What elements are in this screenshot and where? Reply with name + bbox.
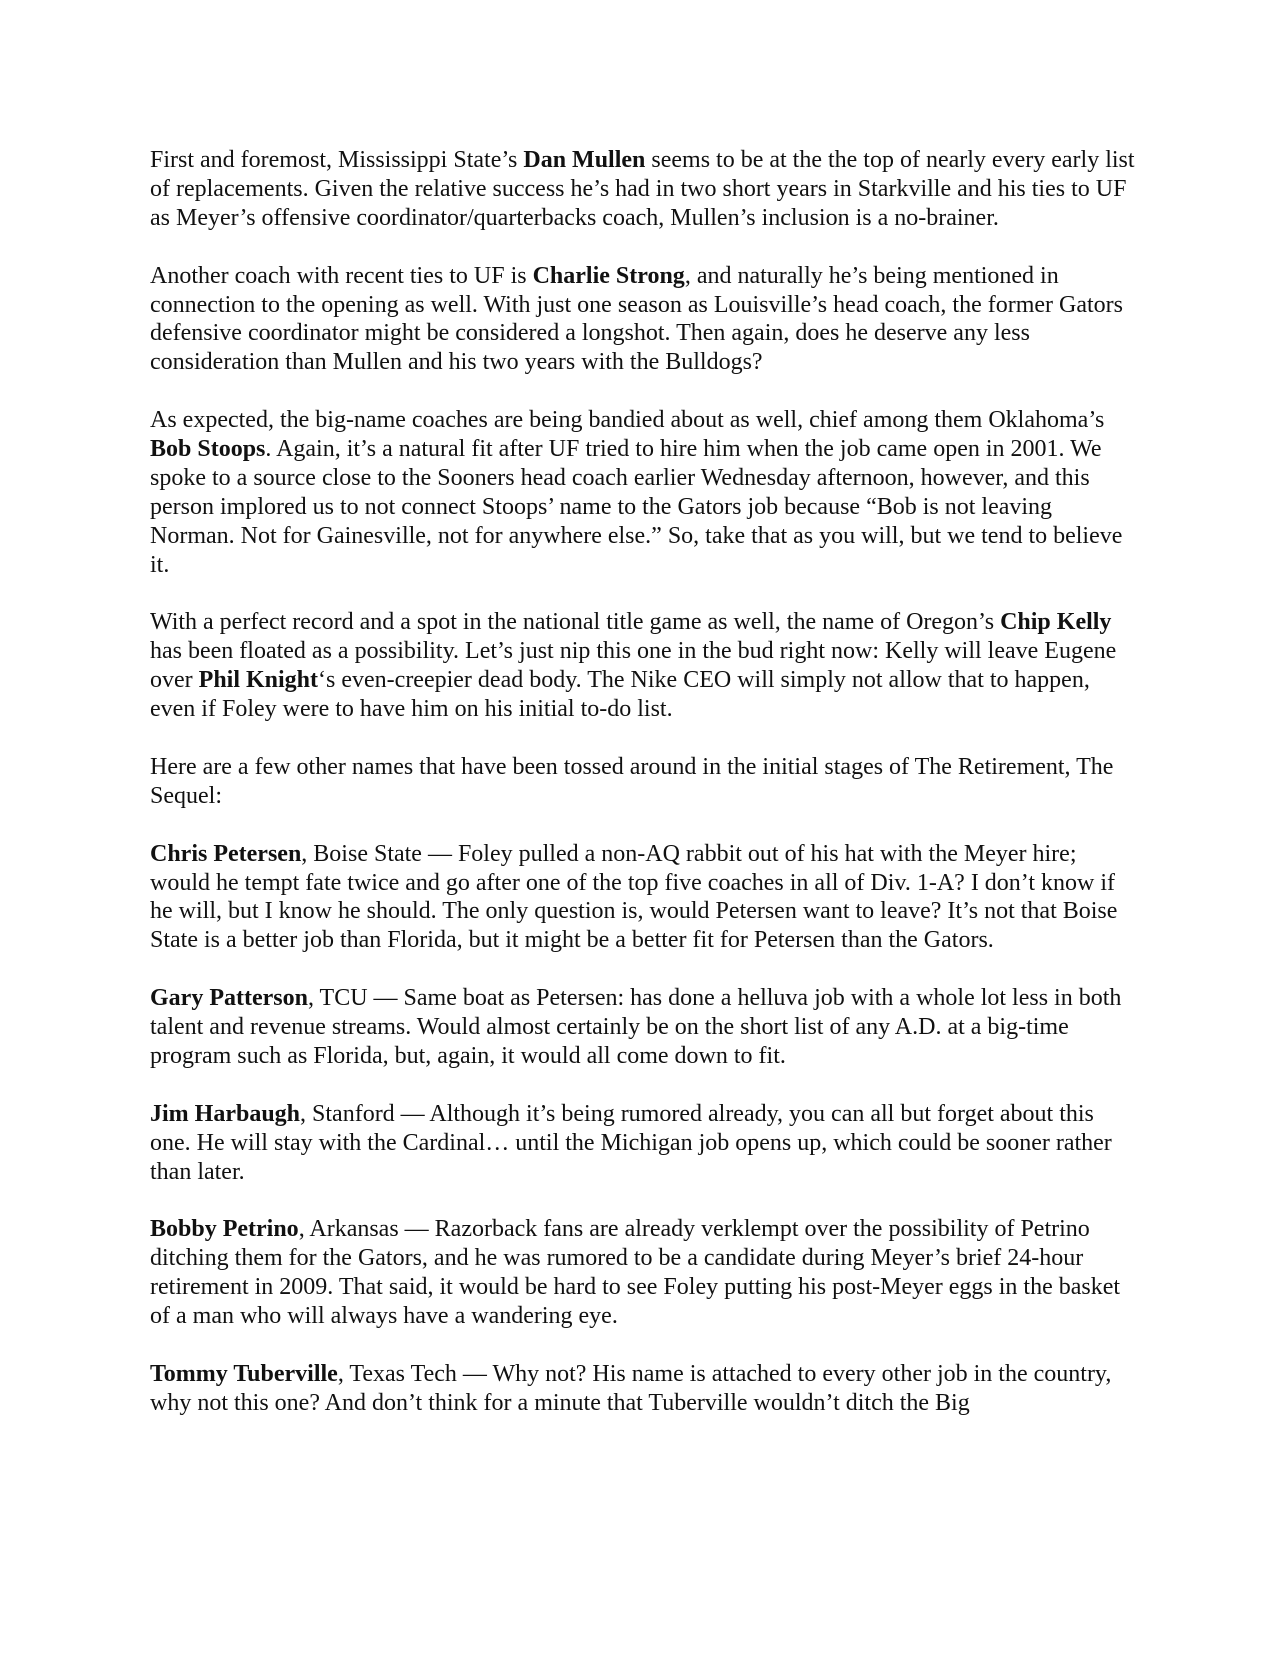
text-run: Here are a few other names that have been tossed around in the initial stages of The Retirement, The Sequel: bbox=[150, 753, 1114, 809]
bold-name: Gary Patterson bbox=[150, 985, 308, 1012]
text-run: . Again, it’s a natural fit after UF tried to hire him when the job came open in 2001. We spoke to a source close to the Sooners head coach earlier Wednesday afternoon, however, and this person implored us to not connect Stoops’ name to the Gators job because “Bob is not leaving Norman. Not for Gainesville, not for anywhere else.” So, take that as you will, but we tend to believe it. bbox=[150, 436, 1123, 578]
text-run: ‘s even-creepier dead body. The Nike CEO will simply not allow that to happen, even if Foley were to have him on his initial to-do list. bbox=[150, 667, 1090, 723]
paragraph bbox=[150, 753, 1140, 811]
text-run: Another coach with recent ties to UF is bbox=[150, 262, 533, 289]
bold-name: Chris Petersen bbox=[150, 840, 302, 867]
bold-name: Tommy Tuberville bbox=[150, 1360, 338, 1387]
text-run: , Stanford — Although it’s being rumored already, you can all but forget about this one. He will stay with the Cardinal… until the Michigan job opens up, which could be sooner rather than later. bbox=[150, 1100, 1112, 1185]
bold-name: Bob Stoops bbox=[150, 436, 266, 463]
bold-name: Phil Knight bbox=[198, 667, 319, 694]
paragraph bbox=[150, 406, 1140, 579]
bold-name: Bobby Petrino bbox=[150, 1216, 299, 1243]
bold-name: Jim Harbaugh bbox=[150, 1100, 301, 1127]
text-run: , Arkansas — Razorback fans are already verklempt over the possibility of Petrino ditching them for the Gators, and he was rumored to be a candidate during Meyer’s brief 24-hour retirement in 2009. That said, it would be hard to see Foley putting his post-Meyer eggs in the basket of a man who will always have a wandering eye. bbox=[150, 1216, 1121, 1330]
paragraph bbox=[150, 608, 1140, 724]
text-run: seems to be at the the top of nearly every early list of replacements. Given the relative success he’s had in two short years in Starkville and his ties to UF as Meyer’s offensive coordinator/quarterbacks coach, Mullen’s inclusion is a no-brainer. bbox=[150, 147, 1135, 231]
paragraph bbox=[150, 840, 1140, 956]
paragraph bbox=[150, 1360, 1140, 1418]
paragraph bbox=[150, 262, 1140, 378]
bold-name: Charlie Strong bbox=[532, 262, 685, 289]
text-run: With a perfect record and a spot in the national title game as well, the name of Oregon’s bbox=[150, 609, 1001, 636]
document-body bbox=[150, 146, 1140, 1418]
paragraph bbox=[150, 1100, 1140, 1187]
paragraph bbox=[150, 984, 1140, 1071]
text-run: First and foremost, Mississippi State’s bbox=[150, 147, 524, 173]
text-run: , Texas Tech — Why not? His name is attached to every other job in the country, why not this one? And don’t think for a minute that Tuberville wouldn’t ditch the Big bbox=[150, 1360, 1112, 1416]
paragraph bbox=[150, 1215, 1140, 1331]
bold-name: Chip Kelly bbox=[1000, 609, 1112, 636]
text-run: , TCU — Same boat as Petersen: has done a helluva job with a whole lot less in both talent and revenue streams. Would almost certainly be on the short list of any A.D. at a big-time program such as Florida, but, again, it would all come down to fit. bbox=[150, 985, 1122, 1069]
text-run: has been floated as a possibility. Let’s just nip this one in the bud right now: Kelly will leave Eugene over bbox=[150, 638, 1117, 694]
text-run: As expected, the big-name coaches are being bandied about as well, chief among them Oklahoma’s bbox=[150, 407, 1105, 434]
paragraph bbox=[150, 146, 1140, 233]
text-run: , Boise State — Foley pulled a non-AQ rabbit out of his hat with the Meyer hire; would he tempt fate twice and go after one of the top five coaches in all of Div. 1-A? I don’t know if he will, but I know he should. The only question is, would Petersen want to leave? It’s not that Boise State is a better job than Florida, but it might be a better fit for Petersen than the Gators. bbox=[150, 840, 1118, 954]
bold-name: Dan Mullen bbox=[523, 147, 646, 173]
text-run: , and naturally he’s being mentioned in connection to the opening as well. With just one season as Louisville’s head coach, the former Gators defensive coordinator might be considered a longshot. Then again, does he deserve any less consideration than Mullen and his two years with the Bulldogs? bbox=[150, 262, 1124, 376]
